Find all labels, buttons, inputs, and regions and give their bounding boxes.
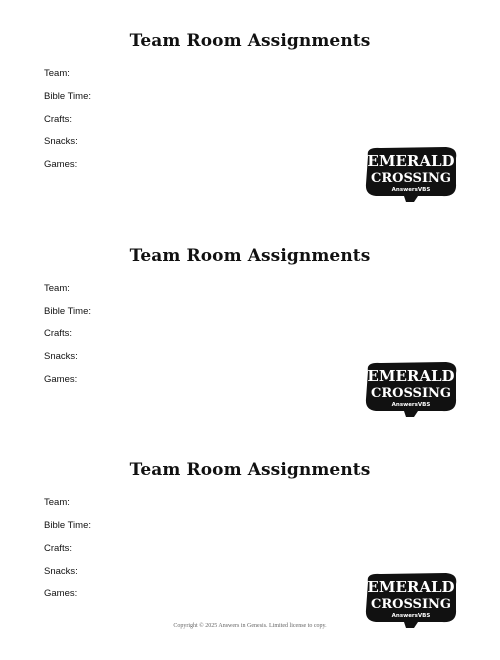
logo-line1: EMERALD <box>367 152 455 170</box>
field-bible-time: Bible Time: <box>44 306 91 317</box>
logo-line2: CROSSING <box>370 171 452 186</box>
field-games: Games: <box>44 374 78 385</box>
field-games: Games: <box>44 159 78 170</box>
logo-tagline: AnswersVBS <box>391 187 431 193</box>
field-crafts: Crafts: <box>44 328 72 339</box>
field-snacks: Snacks: <box>44 136 78 147</box>
logo-line1: EMERALD <box>367 367 455 385</box>
field-crafts: Crafts: <box>44 543 72 554</box>
logo-line2: CROSSING <box>370 597 452 612</box>
emerald-crossing-logo <box>362 359 460 419</box>
emerald-crossing-logo <box>362 570 460 630</box>
field-snacks: Snacks: <box>44 351 78 362</box>
card-title: Team Room Assignments <box>129 31 371 51</box>
card-title: Team Room Assignments <box>129 246 371 266</box>
field-bible-time: Bible Time: <box>44 520 91 531</box>
logo-tagline: AnswersVBS <box>391 613 431 619</box>
field-team: Team: <box>44 68 70 79</box>
field-team: Team: <box>44 497 70 508</box>
logo-line1: EMERALD <box>367 578 455 596</box>
assignment-card-2 <box>0 246 500 446</box>
card-title: Team Room Assignments <box>129 460 371 480</box>
logo-line2: CROSSING <box>370 386 452 401</box>
assignment-card-3 <box>0 460 500 660</box>
field-snacks: Snacks: <box>44 566 78 577</box>
field-bible-time: Bible Time: <box>44 91 91 102</box>
field-games: Games: <box>44 588 78 599</box>
field-crafts: Crafts: <box>44 114 72 125</box>
logo-tagline: AnswersVBS <box>391 402 431 408</box>
emerald-crossing-logo <box>362 144 460 204</box>
assignment-card-1 <box>0 31 500 231</box>
field-team: Team: <box>44 283 70 294</box>
copyright-notice: Copyright © 2025 Answers in Genesis. Limited license to copy. <box>173 623 327 629</box>
